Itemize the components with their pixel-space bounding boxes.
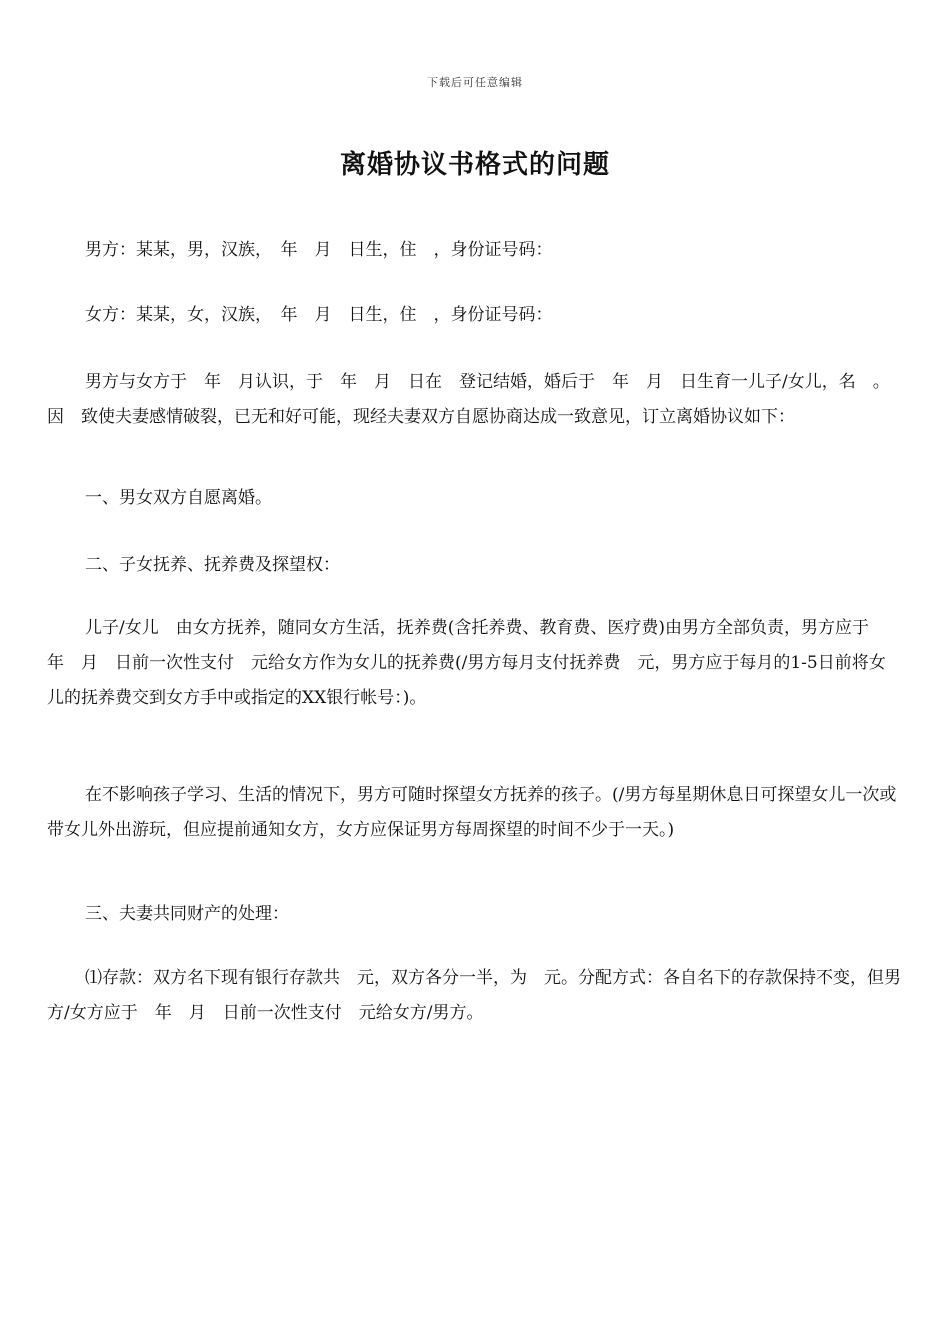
- paragraph-female-party: 女方：某某，女，汉族， 年 月 日生，住 ，身份证号码：: [85, 305, 553, 325]
- document-title: 离婚协议书格式的问题: [339, 150, 610, 180]
- paragraph-clause-1: 一、男女双方自愿离婚。: [85, 488, 272, 508]
- paragraph-background: 男方与女方于 年 月认识，于 年 月 日在 登记结婚，婚后于 年 月 日生育一儿子/女儿，名 。因 致使夫妻感情破裂，已无和好可能，现经夫妻双方自愿协商达成一致意见，订立离婚协议如下：: [47, 372, 890, 427]
- paragraph-clause-3-heading: 三、夫妻共同财产的处理：: [85, 904, 289, 924]
- paragraph-visitation: 在不影响孩子学习、生活的情况下，男方可随时探望女方抚养的孩子。(/男方每星期休息日可探望女儿一次或带女儿外出游玩，但应提前通知女方，女方应保证男方每周探望的时间不少于一天。): [47, 785, 897, 840]
- paragraph-male-party: 男方：某某，男，汉族， 年 月 日生，住 ，身份证号码：: [85, 240, 553, 260]
- paragraph-clause-2-heading: 二、子女抚养、抚养费及探望权：: [85, 555, 340, 575]
- paragraph-deposits: ⑴存款：双方名下现有银行存款共 元，双方各分一半，为 元。分配方式：各自名下的存款保持不变，但男方/女方应于 年 月 日前一次性支付 元给女方/男方。: [47, 968, 901, 1023]
- header-note: 下载后可任意编辑: [427, 76, 523, 89]
- paragraph-child-support: 儿子/女儿 由女方抚养，随同女方生活，抚养费(含托养费、教育费、医疗费)由男方全部负责，男方应于 年 月 日前一次性支付 元给女方作为女儿的抚养费(/男方每月支付抚养费 元，男方应于每月的1-5日前将女儿的抚养费交到女方手中或指定的XX银行帐号：)。: [47, 618, 886, 708]
